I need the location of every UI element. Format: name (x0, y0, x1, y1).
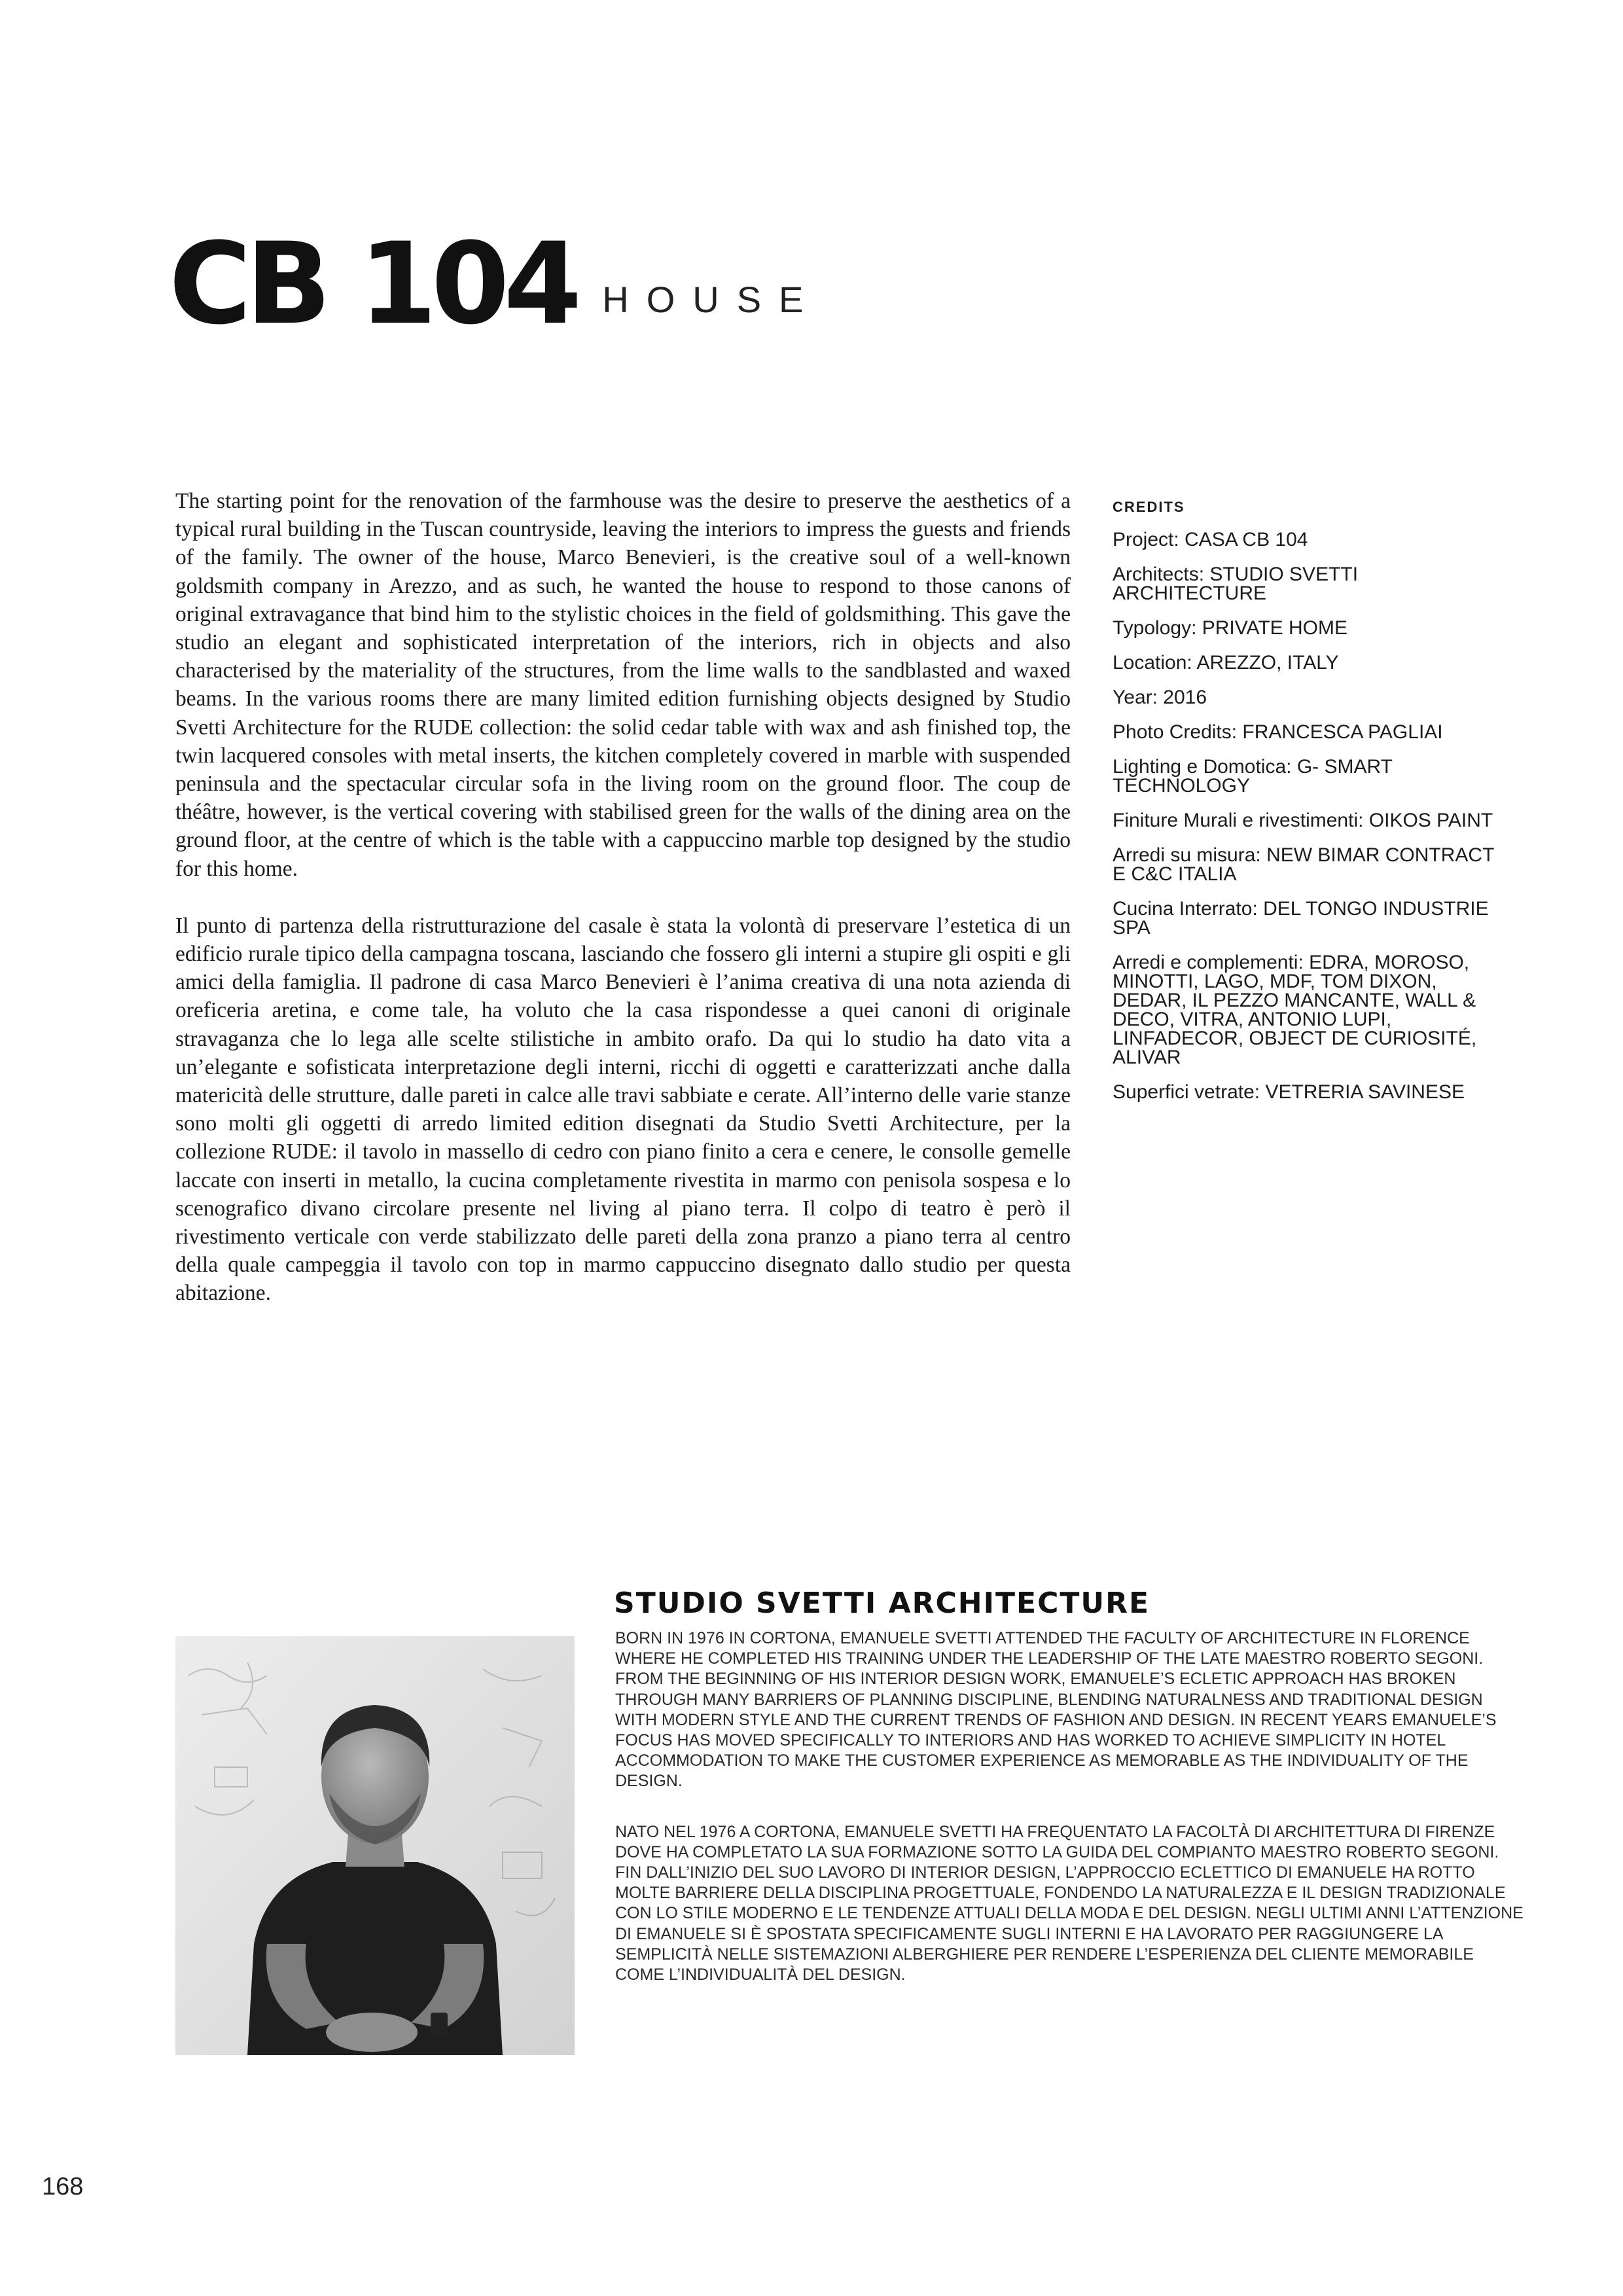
body-paragraph-english: The starting point for the renovation of the farmhouse was the desire to preserve the aesthetics of a typical rural building in the Tuscan countryside, leaving the interiors to impress the guests and friends of the family. The owner of the house, Marco Benevieri, is the creative soul of a well-known goldsmith company in Arezzo, and as such, he wanted the house to respond to those canons of original extravagance that bind him to the stylistic choices in the field of goldsmithing. This gave the studio an elegant and sophisticated interpretation of the interiors, rich in objects and also characterised by the materiality of the structures, from the lime walls to the sandblasted and waxed beams. In the various rooms there are many limited edition furnishing objects designed by Studio Svetti Architecture for the RUDE collection: the solid cedar table with wax and ash finished top, the twin lacquered consoles with metal inserts, the kitchen completely covered in marble with suspended peninsula and the spectacular circular sofa in the living room on the ground floor. The coup de théâtre, however, is the vertical covering with stabilised green for the walls of the dining area on the ground floor, at the centre of which is the table with a cappuccino marble top designed by the studio for this home. (175, 489, 1071, 881)
body-paragraph-italian: Il punto di partenza della ristrutturazione del casale è stata la volontà di preservare l’estetica di un edificio rurale tipico della campagna toscana, lasciando che fossero gli interni a stupire gli ospiti e gli amici della famiglia. Il padrone di casa Marco Benevieri è l’anima creativa di una nota azienda di oreficeria aretina, e come tale, ha voluto che la casa rispondesse a quei canoni di originale stravaganza che lo lega alle scelte stilistiche in ambito orafo. Da qui lo studio ha dato vita a un’elegante e sofisticata interpretazione degli interni, ricchi di oggetti e caratterizzati anche dalla matericità delle strutture, dalle pareti in calce alle travi sabbiate e cerate. All’interno delle varie stanze sono molti gli oggetti di arredo limited edition disegnati da Studio Svetti Architecture, per la collezione RUDE: il tavolo in massello di cedro con piano finito a cera e cenere, le consolle gemelle laccate con inserti in metallo, la cucina completamente rivestita in marmo con penisola sospesa e lo scenografico divano circolare presente nel living al piano terra. Il colpo di teatro è però il rivestimento verticale con verde stabilizzato delle pareti della zona pranzo a piano terra al centro della quale campeggia il tavolo con top in marmo cappuccino disegnato dallo studio per questa abitazione. (175, 913, 1071, 1306)
bio-paragraph-english: BORN IN 1976 IN CORTONA, EMANUELE SVETTI ATTENDED THE FACULTY OF ARCHITECTURE IN FLORENCE WHERE HE COMPLETED HIS TRAINING UNDER THE LEADERSHIP OF THE LATE MAESTRO ROBERTO SEGONI. FROM THE BEGINNING OF HIS INTERIOR DESIGN WORK, EMANUELE’S ECLETIC APPROACH HAS BROKEN THROUGH MANY BARRIERS OF PLANNING DISCIPLINE, BLENDING NATURALNESS AND TRADITIONAL DESIGN WITH MODERN STYLE AND THE CURRENT TRENDS OF FASHION AND DESIGN. IN RECENT YEARS EMANUELE’S FOCUS HAS MOVED SPECIFICALLY TO INTERIORS AND HAS WORKED TO ACHIEVE SIMPLICITY IN HOTEL ACCOMMODATION TO MAKE THE CUSTOMER EXPERIENCE AS MEMORABLE AS THE INDIVIDUALITY OF THE DESIGN. (615, 1629, 1497, 1791)
credit-architects: Architects: STUDIO SVETTI ARCHITECTURE (1113, 564, 1359, 604)
project-title: CB 104 (169, 218, 577, 350)
page-title (169, 216, 821, 350)
credit-lighting: Lighting e Domotica: G- SMART TECHNOLOGY (1113, 756, 1393, 797)
credit-finishes: Finiture Murali e rivestimenti: OIKOS PAINT (1113, 810, 1493, 831)
credits-heading: CREDITS (1113, 499, 1185, 515)
studio-bio (615, 1628, 1525, 2015)
credit-project: Project: CASA CB 104 (1113, 529, 1308, 550)
credits-panel (1113, 499, 1505, 1117)
credit-glass: Superfici vetrate: VETRERIA SAVINESE (1113, 1081, 1465, 1103)
credit-year: Year: 2016 (1113, 687, 1207, 708)
credit-custom-furniture: Arredi su misura: NEW BIMAR CONTRACT E C&C ITALIA (1113, 844, 1494, 885)
article-body (175, 487, 1071, 1336)
credit-typology: Typology: PRIVATE HOME (1113, 617, 1347, 639)
studio-heading: STUDIO SVETTI ARCHITECTURE (614, 1587, 1150, 1620)
credit-kitchen: Cucina Interrato: DEL TONGO INDUSTRIE SPA (1113, 898, 1489, 939)
credit-location: Location: AREZZO, ITALY (1113, 652, 1339, 673)
credit-furnishings: Arredi e complementi: EDRA, MOROSO, MINOTTI, LAGO, MDF, TOM DIXON, DEDAR, IL PEZZO MANCANTE, WALL & DECO, VITRA, ANTONIO LUPI, LINFADECOR, OBJECT DE CURIOSITÉ, ALIVAR (1113, 952, 1477, 1068)
project-subtitle: HOUSE (602, 279, 821, 320)
architect-portrait (175, 1636, 575, 2055)
page-number: 168 (42, 2173, 84, 2200)
bio-paragraph-italian: NATO NEL 1976 A CORTONA, EMANUELE SVETTI HA FREQUENTATO LA FACOLTÀ DI ARCHITETTURA DI FIRENZE DOVE HA COMPLETATO LA SUA FORMAZIONE SOTTO LA GUIDA DEL COMPIANTO MAESTRO ROBERTO SEGONI. FIN DALL’INIZIO DEL SUO LAVORO DI INTERIOR DESIGN, L’APPROCCIO ECLETTICO DI EMANUELE HA ROTTO MOLTE BARRIERE DELLA DISCIPLINA PROGETTUALE, FONDENDO LA NATURALEZZA E IL DESIGN TRADIZIONALE CON LO STILE MODERNO E LE TENDENZE ATTUALI DELLA MODA E DEL DESIGN. NEGLI ULTIMI ANNI L’ATTENZIONE DI EMANUELE SI È SPOSTATA SPECIFICAMENTE SUGLI INTERNI E HA LAVORATO PER RAGGIUNGERE LA SEMPLICITÀ NELLE SISTEMAZIONI ALBERGHIERE PER RENDERE L’ESPERIENZA DEL CLIENTE MEMORABILE COME L’INDIVIDUALITÀ DEL DESIGN. (615, 1822, 1524, 1984)
credit-photo: Photo Credits: FRANCESCA PAGLIAI (1113, 721, 1443, 743)
